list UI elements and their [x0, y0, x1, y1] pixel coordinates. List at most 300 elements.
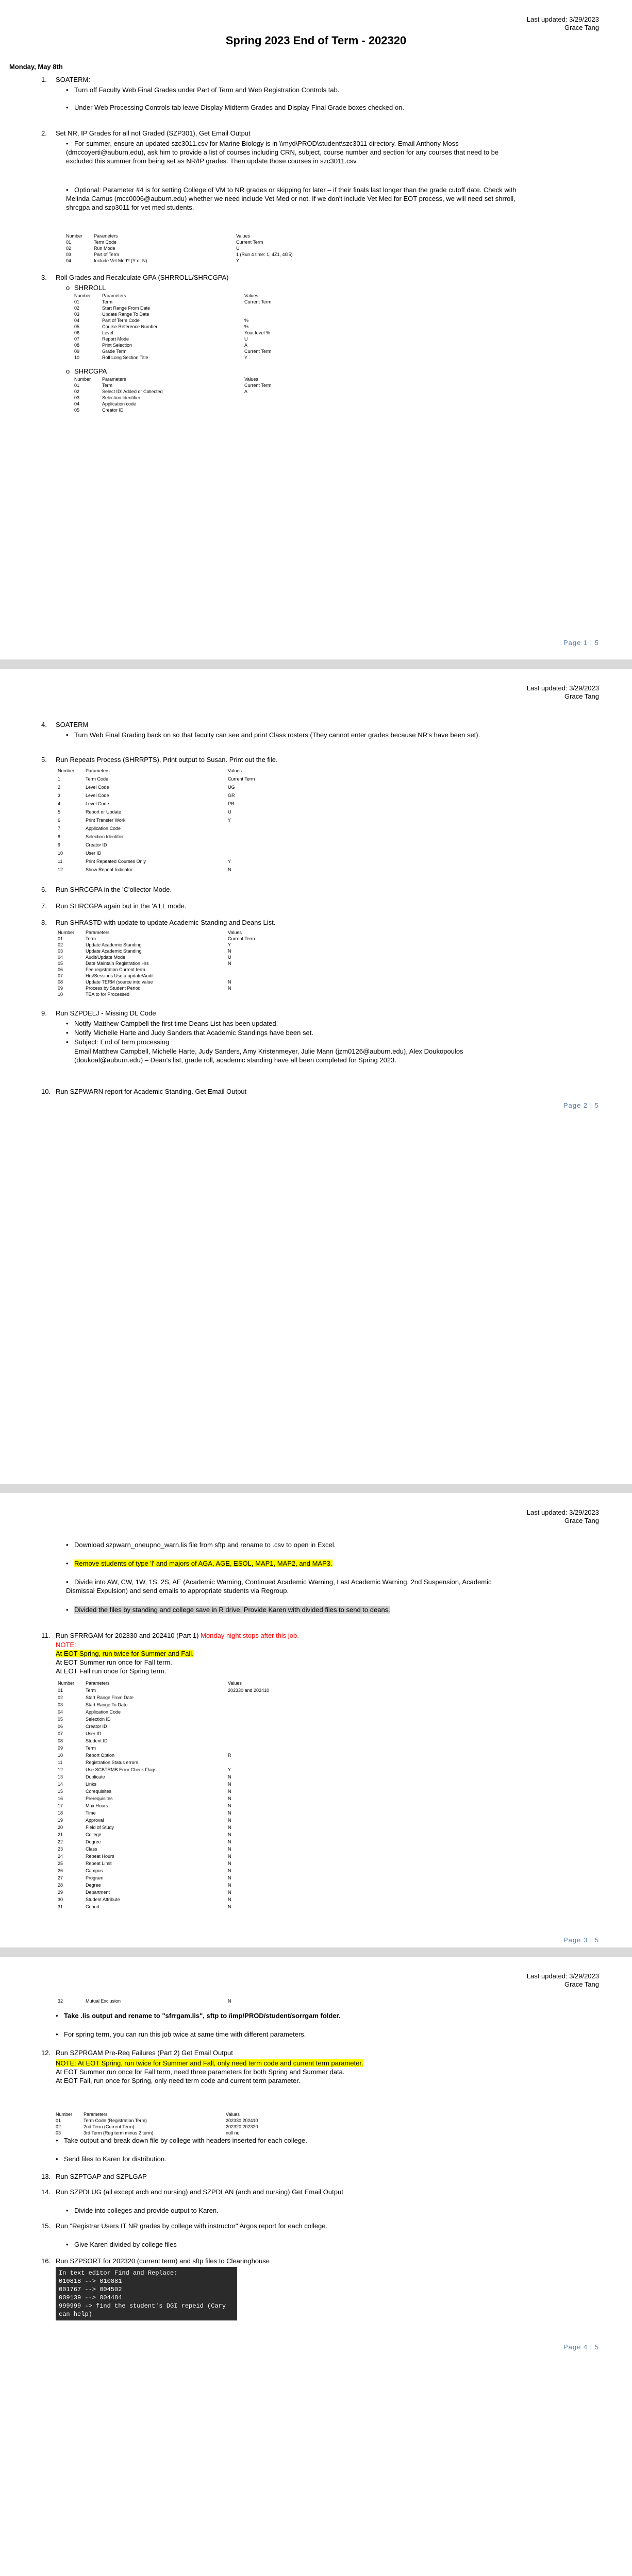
param-cell: U [228, 809, 231, 815]
param-cell: 14 [58, 1782, 63, 1787]
param-cell [244, 305, 274, 311]
step-9-bullet-1: • Notify Matthew Campbell the first time Deans List has been updated. [66, 1020, 278, 1027]
param-cell: Start Range From Date [86, 1695, 134, 1700]
param-cell: Report or Update [86, 809, 122, 815]
param-cell: null null [226, 2130, 242, 2136]
param-row [74, 407, 274, 413]
step-9-email-note: Email Matthew Campbell, Michelle Harte, Judy Sanders, Amy Kristenmeyer, Julie Mann (jzm0126@auburn.edu), Alex Doukopoulos (doukoal@auburn.edu) – Dean's list, grade roll, academic standing have all been completed for Spring 2023. [74, 1047, 463, 1064]
page-header: Last updated: 3/29/2023 Grace Tang [526, 1972, 599, 1988]
param-header-cell: Values [228, 768, 242, 773]
param-cell: Print Repeated Courses Only [86, 859, 146, 864]
param-cell: A [244, 389, 248, 394]
param-cell: 10 [74, 355, 80, 360]
param-row [58, 936, 258, 942]
param-cell [228, 967, 258, 973]
param-row [66, 245, 296, 251]
param-row [74, 311, 274, 317]
param-cell: 07 [74, 336, 80, 342]
param-cell: 8 [58, 834, 61, 839]
param-row [58, 1788, 272, 1795]
param-cell: 11 [58, 1760, 63, 1765]
param-cell: 02 [56, 2124, 61, 2129]
param-cell: 03 [58, 948, 63, 954]
param-cell: N [228, 948, 231, 954]
param-cell: 25 [58, 1861, 63, 1866]
param-cell: A [244, 343, 248, 348]
param-row [74, 330, 274, 336]
step-1-bullet-1: • Turn off Faculty Web Final Grades under Part of Term and Web Registration Controls tab. [66, 86, 340, 94]
shrcgpa-label: o SHRCGPA [66, 367, 107, 375]
step-2-bullet-2: • Optional: Parameter #4 is for setting College of VM to NR grades or skipping for later – if their finals last longer than the grade cutoff date. Check with Melinda Camus (mcc0006@auburn.edu) whether we need include Vet Med or not. If we don't include Vet Med for EOT process, we will need set shrroll, shrcgpa and szp3011 for vet med students. [66, 186, 517, 211]
param-cell: 23 [58, 1846, 63, 1852]
page-separator [0, 659, 632, 669]
param-row [58, 1896, 272, 1903]
param-row [58, 1802, 272, 1809]
param-row [58, 1845, 272, 1853]
param-cell: Corequisites [86, 1789, 112, 1794]
param-row [58, 1773, 272, 1781]
param-header-cell: Values [228, 930, 242, 935]
param-cell: Application Code [86, 1709, 121, 1715]
param-cell: Part of Term [94, 252, 119, 257]
page-header: Last updated: 3/29/2023 Grace Tang [526, 1509, 599, 1524]
param-row [58, 1781, 272, 1788]
param-cell: Registration Status errors [86, 1760, 139, 1765]
param-cell: 08 [74, 343, 80, 348]
step-5-param-table [58, 767, 258, 874]
param-cell: N [228, 1832, 231, 1837]
param-cell: Course Reference Number [102, 324, 158, 329]
param-row [58, 775, 258, 783]
param-cell: 1 [58, 776, 61, 782]
step-16: 16. Run SZPSORT for 202320 (current term) and sftp files to Clearinghouse [41, 2257, 270, 2265]
param-cell: 09 [58, 986, 63, 991]
param-cell: N [228, 1861, 231, 1866]
step-14: 14. Run SZPDLUG (all except arch and nursing) and SZPDLAN (arch and nursing) Get Email Output [41, 2188, 343, 2196]
param-cell: N [228, 1789, 231, 1794]
param-cell [228, 1744, 272, 1752]
param-cell: Term [86, 1688, 96, 1693]
step-11-param-table [58, 1680, 272, 1910]
param-row [58, 1759, 272, 1766]
param-cell: Level Code [86, 785, 109, 790]
param-header-cell: Parameters [102, 377, 126, 382]
param-cell: 06 [58, 967, 63, 972]
param-header-cell: Number [74, 293, 91, 298]
param-cell: Degree [86, 1839, 101, 1844]
step-5: 5. Run Repeats Process (SHRRPTS), Print output to Susan. Print out the file. [41, 756, 278, 764]
param-cell: 03 [74, 395, 80, 400]
shrroll-label: o SHRROLL [66, 284, 106, 292]
param-cell: 01 [74, 299, 80, 304]
param-cell: 10 [58, 992, 63, 997]
param-cell [228, 833, 258, 841]
step-2: 2. Set NR, IP Grades for all not Graded (SZP301), Get Email Output [41, 129, 251, 137]
step-12-notes: NOTE: At EOT Spring, run twice for Summer and Fall, only need term code and current term parameter. At EOT Summer run once for Fall term, need three parameters for both Spring and Summer data. At EOT Fall, run once for Spring, only need term code and current term parameter. [56, 2059, 363, 2084]
param-cell: 04 [74, 401, 80, 406]
param-row [58, 1824, 272, 1831]
param-cell: User ID [86, 1731, 102, 1736]
param-cell: 1 (Run 4 time: 1, 4Z1, 4G5) [236, 252, 293, 257]
param-cell: U [236, 246, 240, 251]
param-cell: Level Code [86, 793, 109, 798]
param-row [74, 348, 274, 354]
param-row [58, 791, 258, 800]
param-cell: 04 [74, 318, 80, 323]
param-cell: 05 [74, 324, 80, 329]
param-row [58, 833, 258, 841]
param-cell: R [228, 1753, 231, 1758]
param-cell: 5 [58, 809, 61, 815]
step-9-bullet-2: • Notify Michelle Harte and Judy Sanders that Academic Standings have been set. [66, 1029, 313, 1037]
param-cell: Y [244, 355, 248, 360]
param-cell: Degree [86, 1883, 101, 1888]
param-cell: Part of Term Code [102, 318, 140, 323]
param-cell: Current Term [244, 299, 272, 304]
document-title: Spring 2023 End of Term - 202320 [225, 34, 407, 47]
param-cell: Print Selection [102, 343, 132, 348]
param-row [58, 1809, 272, 1817]
step-8-param-table [58, 929, 258, 997]
param-cell: 09 [58, 1745, 63, 1751]
param-cell [228, 1716, 272, 1723]
param-row [58, 866, 258, 874]
param-cell: 02 [74, 389, 80, 394]
param-cell: Your level % [244, 330, 270, 335]
param-row [58, 973, 258, 979]
param-cell: 05 [58, 961, 63, 966]
param-row [58, 1831, 272, 1838]
param-cell: N [228, 1839, 231, 1844]
param-cell: 202330 and 202410 [228, 1688, 270, 1693]
day-heading: Monday, May 8th [9, 63, 63, 71]
param-cell: U [244, 336, 248, 342]
param-row [58, 1766, 272, 1773]
param-cell: User ID [86, 851, 102, 856]
param-cell: Department [86, 1890, 110, 1895]
param-cell: 05 [74, 408, 80, 413]
param-cell: 01 [58, 936, 63, 941]
param-row [58, 979, 258, 985]
param-cell: 27 [58, 1875, 63, 1880]
param-row [74, 336, 274, 342]
param-table-header [56, 2111, 261, 2117]
param-header-cell: Values [226, 2112, 240, 2117]
param-cell: Creator ID [102, 408, 124, 413]
param-header-cell: Parameters [86, 768, 110, 773]
param-cell: 06 [58, 1724, 63, 1729]
param-cell: Update Academic Standing [86, 948, 142, 954]
param-cell: Select ID: Added or Collected [102, 389, 163, 394]
param-cell: College [86, 1832, 102, 1837]
param-cell [244, 311, 274, 317]
step-3: 3. Roll Grades and Recalculate GPA (SHRROLL/SHRCGPA) [41, 274, 229, 281]
step-1-bullet-2: • Under Web Processing Controls tab leave Display Midterm Grades and Display Final Grade boxes checked on. [66, 104, 404, 111]
param-cell: Y [228, 1767, 231, 1772]
param-cell: 6 [58, 818, 61, 823]
param-cell: Print Transfer Work [86, 818, 126, 823]
page-separator [0, 1484, 632, 1493]
param-cell: 31 [58, 1904, 63, 1909]
param-cell [228, 1723, 272, 1730]
param-cell: N [228, 986, 231, 991]
param-row [58, 1716, 272, 1723]
param-cell: Process by Student Period [86, 986, 141, 991]
param-header-cell: Parameters [94, 233, 118, 239]
param-cell: Selection Identifier [102, 395, 141, 400]
param-cell: 21 [58, 1832, 63, 1837]
param-cell: Current Term [244, 383, 272, 388]
param-cell: 03 [58, 1702, 63, 1707]
step-9-bullet-3: • Subject: End of term processing [66, 1038, 170, 1046]
param-cell: 22 [58, 1839, 63, 1844]
step-12-bullet-1: • Take output and break down file by college with headers inserted for each college. [56, 2137, 307, 2144]
param-cell: Field of Study [86, 1825, 114, 1830]
param-cell: Selection Identifier [86, 834, 124, 839]
param-cell: 19 [58, 1818, 63, 1823]
param-table-header [58, 929, 258, 936]
param-row [58, 960, 258, 967]
param-cell: 3rd Term (Reg term minus 2 term) [84, 2130, 154, 2136]
param-row [58, 849, 258, 857]
warn-bullet-4: • Divided the files by standing and college save in R drive. Provide Karen with divided files to send to deans. [66, 1606, 390, 1614]
param-table-header [74, 293, 274, 299]
param-cell: N [228, 979, 231, 985]
param-cell: Term Code [86, 776, 109, 782]
param-cell: 2 [58, 785, 61, 790]
param-cell: Creator ID [86, 1724, 107, 1729]
param-cell: Update Academic Standing [86, 942, 142, 947]
param-row [58, 967, 258, 973]
step-12: 12. Run SZPRGAM Pre-Req Failures (Part 2) Get Email Output [41, 2049, 233, 2057]
param-row [58, 1694, 272, 1701]
param-header-cell: Number [58, 930, 75, 935]
author: Grace Tang [564, 24, 599, 31]
param-cell: % [244, 318, 249, 323]
param-header-cell: Parameters [86, 1681, 110, 1686]
param-row [74, 382, 274, 388]
document-page-1 [0, 0, 632, 659]
param-row [74, 317, 274, 324]
param-cell: N [228, 961, 231, 966]
param-header-cell: Number [74, 377, 91, 382]
param-cell: 03 [74, 312, 80, 317]
param-cell: 3 [58, 793, 61, 798]
step-4: 4. SOATERM [41, 721, 89, 728]
param-cell: 03 [66, 252, 72, 257]
param-cell: Term [102, 299, 112, 304]
step-15: 15. Run "Registrar Users IT NR grades by college with instructor" Argos report for each college. [41, 2222, 328, 2230]
param-cell: Report Option [86, 1753, 115, 1758]
param-cell: Term [86, 936, 96, 941]
param-cell [228, 1730, 272, 1737]
param-row [58, 1687, 272, 1694]
param-cell: Current Term [244, 349, 272, 354]
param-cell: 04 [66, 258, 72, 263]
step-11-notes: NOTE: At EOT Spring, run twice for Summer and Fall. At EOT Summer run once for Fall term. At EOT Fall run once for Spring term. [56, 1641, 194, 1675]
param-row [66, 258, 296, 264]
param-row [58, 1860, 272, 1867]
param-cell: Current Term [228, 936, 255, 941]
param-row [58, 1795, 272, 1802]
warn-bullet-2: • Remove students of type 'l' and majors of AGA, AGE, ESOL, MAP1, MAP2, and MAP3. [66, 1560, 332, 1567]
param-row [58, 1882, 272, 1889]
param-row [58, 800, 258, 808]
param-cell [228, 1759, 272, 1766]
param-cell: 02 [74, 306, 80, 311]
param-cell: 26 [58, 1868, 63, 1873]
param-cell: Term [102, 383, 112, 388]
param-cell: 17 [58, 1803, 63, 1808]
param-row [56, 2130, 261, 2136]
param-row [58, 824, 258, 833]
param-cell: 02 [66, 246, 72, 251]
param-cell: 10 [58, 1753, 63, 1758]
param-cell: % [244, 324, 249, 329]
page-header: Last updated: 3/29/2023 Grace Tang [526, 684, 599, 700]
page-number: Page 2 | 5 [563, 1101, 599, 1109]
param-row [58, 948, 258, 954]
param-cell: Update Range To Date [102, 312, 149, 317]
param-cell: Repeat Hours [86, 1854, 114, 1859]
param-row [74, 388, 274, 395]
param-cell: Term [86, 1745, 96, 1751]
param-cell: N [228, 1803, 231, 1808]
param-header-cell: Values [236, 233, 250, 239]
param-cell: N [228, 1782, 231, 1787]
param-cell: N [228, 1854, 231, 1859]
param-cell: Date Maintain Registration Hrs [86, 961, 149, 966]
sfrrgam-bullet-1: • Take .lis output and rename to "sfrrgam.lis", sftp to /imp/PROD/student/sorrgam folder. [56, 2012, 341, 2020]
param-cell: N [228, 1897, 231, 1902]
document-page-4 [0, 1957, 632, 2576]
param-row [74, 395, 274, 401]
step-12-bullet-2: • Send files to Karen for distribution. [56, 2155, 167, 2163]
param-cell: GR [228, 793, 235, 798]
param-cell: 01 [58, 1688, 63, 1693]
param-row [58, 808, 258, 816]
step-4-bullet-1: • Turn Web Final Grading back on so that faculty can see and print Class rosters (They cannot enter grades because NR's have been set). [66, 731, 480, 739]
param-cell: Hrs/Sessions Use a update/Audit [86, 973, 154, 978]
param-row [74, 401, 274, 407]
param-row [58, 1701, 272, 1708]
param-cell: 9 [58, 842, 61, 848]
param-row [56, 2124, 261, 2130]
param-row [74, 324, 274, 330]
param-cell: 11 [58, 859, 63, 864]
param-cell: Term Code [94, 240, 117, 245]
param-cell: Use SCBTRMB Error Check Flags [86, 1767, 157, 1772]
param-cell: Current Term [236, 240, 263, 245]
param-cell: Cohort [86, 1904, 100, 1909]
step-1: 1. SOATERM: [41, 76, 90, 83]
param-cell: 15 [58, 1789, 63, 1794]
step-11: 11. Run SFRRGAM for 202330 and 202410 (Part 1) Monday night stops after this job. [41, 1632, 299, 1639]
param-cell: 7 [58, 826, 61, 831]
param-row [74, 354, 274, 361]
param-cell: Max Hours [86, 1803, 108, 1808]
param-cell: Y [236, 258, 240, 263]
param-cell: Y [228, 859, 231, 864]
step-7: 7. Run SHRCGPA again but in the 'A'LL mode. [41, 902, 187, 910]
warn-bullet-3: • Divide into AW, CW, 1W, 1S, 2S, AE (Academic Warning, Continued Academic Warning, Last Academic Warning, 2nd Suspension, Academic Dismissal Expulsion) and send emails to appropriate students via Regroup. [66, 1578, 492, 1595]
param-cell: Program [86, 1875, 104, 1880]
param-cell: Approval [86, 1818, 104, 1823]
param-cell: 04 [58, 1709, 63, 1715]
param-row [58, 1723, 272, 1730]
param-cell: N [228, 1883, 231, 1888]
param-cell: Student ID [86, 1738, 108, 1743]
param-cell: 02 [58, 1695, 63, 1700]
step-9: 9. Run SZPDELJ - Missing DL Code [41, 1009, 156, 1017]
param-row [58, 1838, 272, 1845]
param-table-header [66, 233, 296, 239]
param-row [56, 2117, 261, 2124]
param-cell: Start Range From Date [102, 306, 151, 311]
param-cell: 4 [58, 801, 61, 806]
param-cell: N [228, 1875, 231, 1880]
param-cell: Y [228, 942, 231, 947]
param-cell: Class [86, 1846, 97, 1852]
step-12-param-table [56, 2111, 261, 2136]
last-updated: Last updated: 3/29/2023 [526, 15, 599, 23]
param-row [58, 783, 258, 791]
param-cell: N [228, 1818, 231, 1823]
param-cell [228, 991, 258, 997]
param-cell: 12 [58, 1767, 63, 1772]
param-cell: U [228, 955, 231, 960]
param-cell: 20 [58, 1825, 63, 1830]
param-row [58, 1817, 272, 1824]
param-header-cell: Number [58, 1681, 75, 1686]
param-cell: Level [102, 330, 113, 335]
sfrrgam-bullet-2: • For spring term, you can run this job twice at same time with different parameters. [56, 2030, 306, 2038]
param-cell: Fee registration Current term [86, 967, 145, 972]
param-cell: Campus [86, 1868, 103, 1873]
param-header-cell: Parameters [84, 2112, 108, 2117]
param-cell [244, 401, 274, 407]
param-cell: Repeat Limit [86, 1861, 112, 1866]
param-cell [244, 407, 274, 413]
param-cell [228, 973, 258, 979]
param-row [58, 1867, 272, 1874]
param-row [66, 239, 296, 245]
param-cell: UG [228, 785, 235, 790]
param-header-cell: Values [244, 293, 258, 298]
param-cell: 202330 202410 [226, 2118, 258, 2123]
param-cell: 13 [58, 1774, 63, 1780]
param-row [58, 1889, 272, 1896]
param-cell: 10 [58, 851, 63, 856]
param-table-header [74, 376, 274, 382]
param-cell: N [228, 1904, 231, 1909]
param-cell [228, 1694, 272, 1701]
param-table-header [58, 1680, 272, 1687]
param-cell: 01 [66, 240, 72, 245]
param-cell: N [228, 1846, 231, 1852]
param-cell [228, 849, 258, 857]
param-cell: Start Range To Date [86, 1702, 128, 1707]
shrroll-param-table [74, 293, 274, 361]
param-cell: 202320 202320 [226, 2124, 258, 2129]
param-cell: Creator ID [86, 842, 107, 848]
param-row [58, 1708, 272, 1716]
param-row [58, 942, 258, 948]
param-row [58, 1737, 272, 1744]
param-row [58, 991, 258, 997]
param-cell: 05 [58, 1717, 63, 1722]
param-row [58, 1853, 272, 1860]
